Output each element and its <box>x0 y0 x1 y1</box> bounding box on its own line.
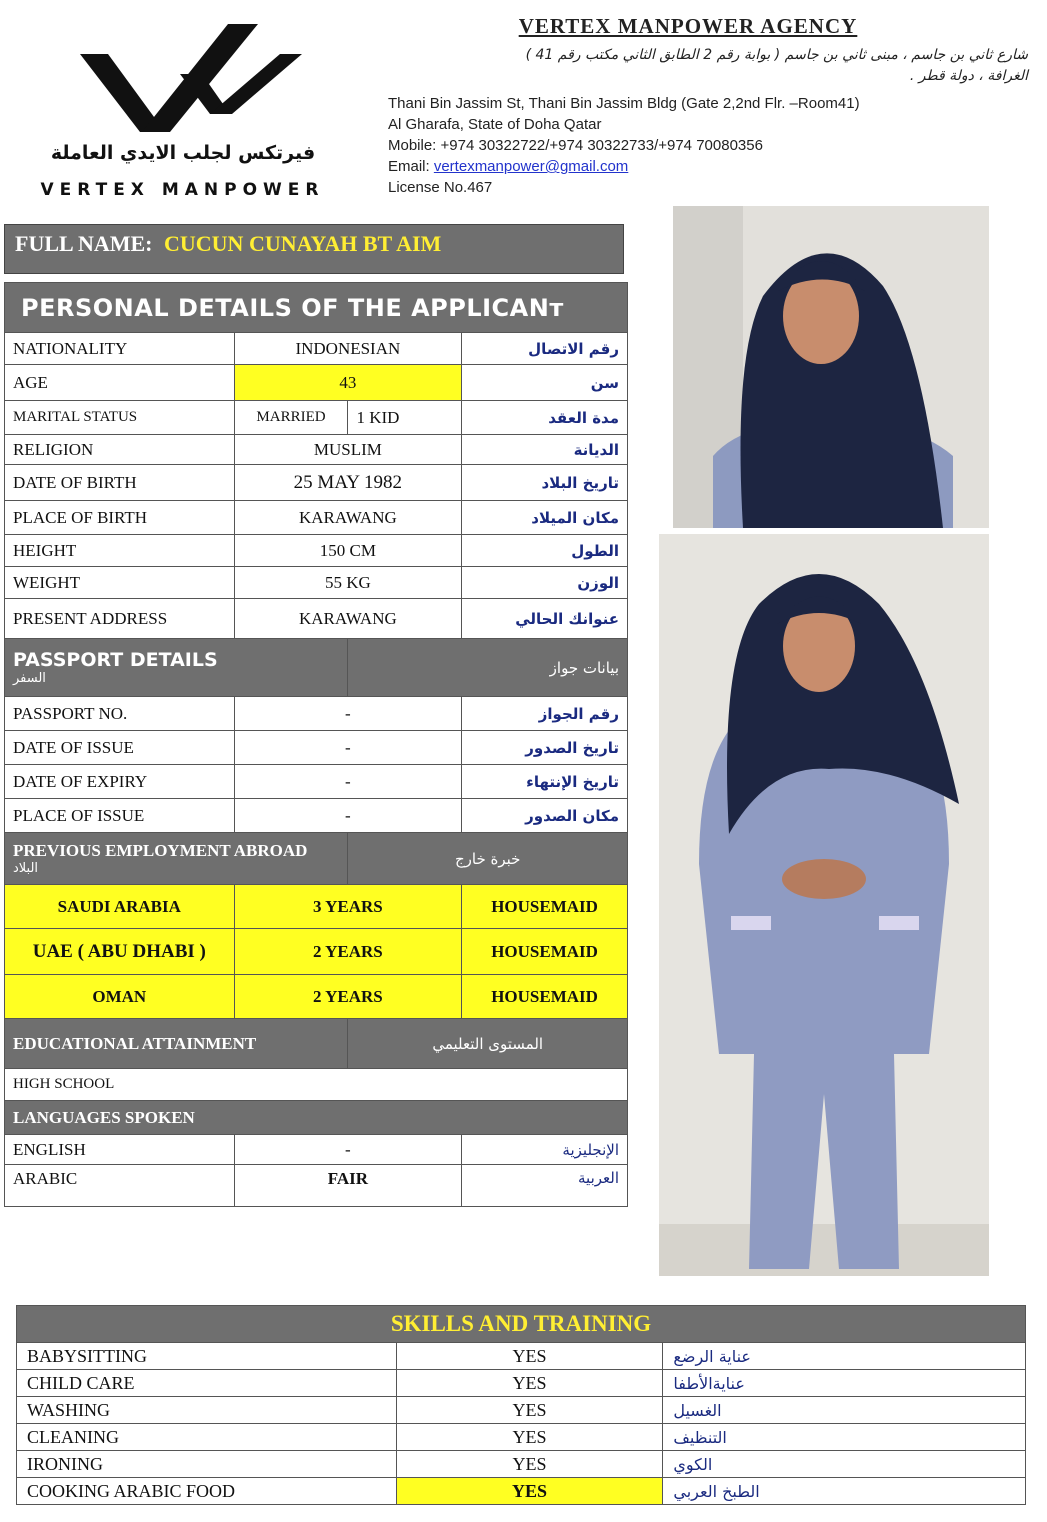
employment-title-ar-2: البلاد <box>13 861 39 876</box>
employment-country: OMAN <box>5 975 235 1019</box>
row-value: INDONESIAN <box>234 333 462 365</box>
row-arabic-label: الديانة <box>462 435 628 465</box>
row-value: - <box>234 799 462 833</box>
languages-title: LANGUAGES SPOKEN <box>5 1101 628 1135</box>
row-label: PASSPORT NO. <box>5 697 235 731</box>
skills-table <box>16 1305 1026 1505</box>
full-name-label: FULL NAME: <box>15 231 153 256</box>
skill-label: WASHING <box>17 1397 397 1424</box>
row-arabic-label: تاريخ الصدور <box>462 731 628 765</box>
agency-arabic-address-2: الغرافة ، دولة قطر . <box>909 68 1028 84</box>
personal-details-title: PERSONAL DETAILS OF THE APPLICANт <box>5 283 628 333</box>
employment-years: 3 YEARS <box>234 885 462 929</box>
row-label: HEIGHT <box>5 535 235 567</box>
row-label: NATIONALITY <box>5 333 235 365</box>
row-arabic-label: رقم الجواز <box>462 697 628 731</box>
row-arabic-label: سن <box>462 365 628 401</box>
employment-header <box>5 833 628 885</box>
table-row <box>17 1397 1026 1424</box>
skill-label: COOKING ARABIC FOOD <box>17 1478 397 1505</box>
table-row <box>5 1069 628 1101</box>
skill-value: YES <box>396 1478 663 1505</box>
education-header <box>5 1019 628 1069</box>
email-link[interactable]: vertexmanpower@gmail.com <box>433 158 629 175</box>
skill-value: YES <box>396 1370 663 1397</box>
education-title: EDUCATIONAL ATTAINMENT <box>5 1019 348 1069</box>
row-label: PLACE OF BIRTH <box>5 501 235 535</box>
row-value: KARAWANG <box>234 599 462 639</box>
skill-label: CHILD CARE <box>17 1370 397 1397</box>
agency-address-2: Al Gharafa, State of Doha Qatar <box>388 116 602 133</box>
email-label: Email: <box>388 158 434 175</box>
agency-arabic-address-1: شارع ثاني بن جاسم ، مبنى ثاني بن جاسم ( بوابة رقم 2 الطابق الثاني مكتب رقم 41 ) <box>525 47 1028 63</box>
skill-label: BABYSITTING <box>17 1343 397 1370</box>
employment-position: HOUSEMAID <box>462 885 628 929</box>
passport-details-title: PASSPORT DETAILS <box>13 649 218 671</box>
passport-details-title-ar: بيانات جواز <box>348 639 628 697</box>
education-value: HIGH SCHOOL <box>5 1069 628 1101</box>
logo-arabic-text: فيرتكس لجلب الايدي العاملة <box>50 142 316 164</box>
employment-title: PREVIOUS EMPLOYMENT ABROAD <box>13 841 308 860</box>
table-row <box>17 1343 1026 1370</box>
employment-country: SAUDI ARABIA <box>5 885 235 929</box>
table-row <box>5 435 628 465</box>
row-value: - <box>234 697 462 731</box>
education-title-ar: المستوى التعليمي <box>348 1019 628 1069</box>
table-row <box>5 365 628 401</box>
language-arabic-label: العربية <box>462 1165 628 1207</box>
table-row <box>17 1451 1026 1478</box>
skill-value: YES <box>396 1451 663 1478</box>
row-label: RELIGION <box>5 435 235 465</box>
table-row <box>5 401 628 435</box>
row-arabic-label: تاريخ الإنتهاء <box>462 765 628 799</box>
logo-english-text: VERTEX MANPOWER <box>40 180 325 200</box>
row-arabic-label: مدة العقد <box>462 401 628 435</box>
table-row <box>17 1424 1026 1451</box>
employment-position: HOUSEMAID <box>462 975 628 1019</box>
personal-details-table <box>4 282 628 1207</box>
row-label: PRESENT ADDRESS <box>5 599 235 639</box>
agency-info <box>388 14 1038 198</box>
table-row <box>17 1478 1026 1505</box>
row-value: - <box>234 765 462 799</box>
row-label: PLACE OF ISSUE <box>5 799 235 833</box>
table-row <box>5 799 628 833</box>
skill-arabic-label: عناية الرضع <box>663 1343 1026 1370</box>
employment-years: 2 YEARS <box>234 975 462 1019</box>
full-name-value: CUCUN CUNAYAH BT AIM <box>164 231 442 256</box>
employment-position: HOUSEMAID <box>462 929 628 975</box>
row-arabic-label: الوزن <box>462 567 628 599</box>
row-value: KARAWANG <box>234 501 462 535</box>
row-label: DATE OF ISSUE <box>5 731 235 765</box>
table-row <box>17 1370 1026 1397</box>
row-value: 150 CM <box>234 535 462 567</box>
employment-years: 2 YEARS <box>234 929 462 975</box>
skills-header <box>17 1306 1026 1343</box>
skill-arabic-label: الغسيل <box>663 1397 1026 1424</box>
skill-value: YES <box>396 1397 663 1424</box>
skill-value: YES <box>396 1343 663 1370</box>
table-row <box>5 1135 628 1165</box>
skill-arabic-label: عنايةالأطفا <box>663 1370 1026 1397</box>
applicant-portrait-photo <box>673 206 989 528</box>
age-value: 43 <box>234 365 462 401</box>
table-row <box>5 929 628 975</box>
row-label: MARITAL STATUS <box>5 401 235 435</box>
row-label: WEIGHT <box>5 567 235 599</box>
personal-details-header <box>5 283 628 333</box>
row-value: 25 MAY 1982 <box>234 465 462 501</box>
skill-arabic-label: الطبخ العربي <box>663 1478 1026 1505</box>
row-label: AGE <box>5 365 235 401</box>
table-row <box>5 535 628 567</box>
row-value: - <box>234 731 462 765</box>
languages-header <box>5 1101 628 1135</box>
language-level: FAIR <box>234 1165 462 1207</box>
employment-title-ar: خبرة خارج <box>348 833 628 885</box>
table-row <box>5 885 628 929</box>
table-row <box>5 465 628 501</box>
full-name-bar <box>4 224 624 274</box>
row-label: DATE OF BIRTH <box>5 465 235 501</box>
agency-email-line <box>388 156 1038 177</box>
row-arabic-label: رقم الاتصال <box>462 333 628 365</box>
agency-name: VERTEX MANPOWER AGENCY <box>518 14 858 38</box>
agency-license: License No.467 <box>388 179 493 196</box>
row-arabic-label: مكان الصدور <box>462 799 628 833</box>
children-value: 1 KID <box>348 401 462 435</box>
table-row <box>5 731 628 765</box>
agency-logo <box>10 10 360 200</box>
agency-address-1: Thani Bin Jassim St, Thani Bin Jassim Bldg (Gate 2,2nd Flr. –Room41) <box>388 95 860 112</box>
language-arabic-label: الإنجليزية <box>462 1135 628 1165</box>
skill-arabic-label: الكوي <box>663 1451 1026 1478</box>
passport-details-title-ar-2: السفر <box>13 671 46 686</box>
row-arabic-label: مكان الميلاد <box>462 501 628 535</box>
table-row <box>5 599 628 639</box>
skill-label: CLEANING <box>17 1424 397 1451</box>
table-row <box>5 975 628 1019</box>
table-row <box>5 1165 628 1207</box>
table-row <box>5 697 628 731</box>
table-row <box>5 567 628 599</box>
skill-arabic-label: التنظيف <box>663 1424 1026 1451</box>
row-value: MUSLIM <box>234 435 462 465</box>
row-label: DATE OF EXPIRY <box>5 765 235 799</box>
language-level: - <box>234 1135 462 1165</box>
table-row <box>5 333 628 365</box>
agency-mobile: Mobile: +974 30322722/+974 30322733/+974 70080356 <box>388 137 763 154</box>
skill-value: YES <box>396 1424 663 1451</box>
row-value: 55 KG <box>234 567 462 599</box>
vertex-logo-icon <box>80 14 310 144</box>
table-row <box>5 501 628 535</box>
marital-status-value: MARRIED <box>234 401 348 435</box>
row-arabic-label: الطول <box>462 535 628 567</box>
language-label: ARABIC <box>5 1165 235 1207</box>
row-arabic-label: تاريخ البلاد <box>462 465 628 501</box>
table-row <box>5 765 628 799</box>
passport-details-header <box>5 639 628 697</box>
employment-country: UAE ( ABU DHABI ) <box>5 929 235 975</box>
applicant-full-body-photo <box>659 534 989 1276</box>
row-arabic-label: عنوانك الحالي <box>462 599 628 639</box>
skill-label: IRONING <box>17 1451 397 1478</box>
skills-title: SKILLS AND TRAINING <box>17 1306 1026 1343</box>
language-label: ENGLISH <box>5 1135 235 1165</box>
